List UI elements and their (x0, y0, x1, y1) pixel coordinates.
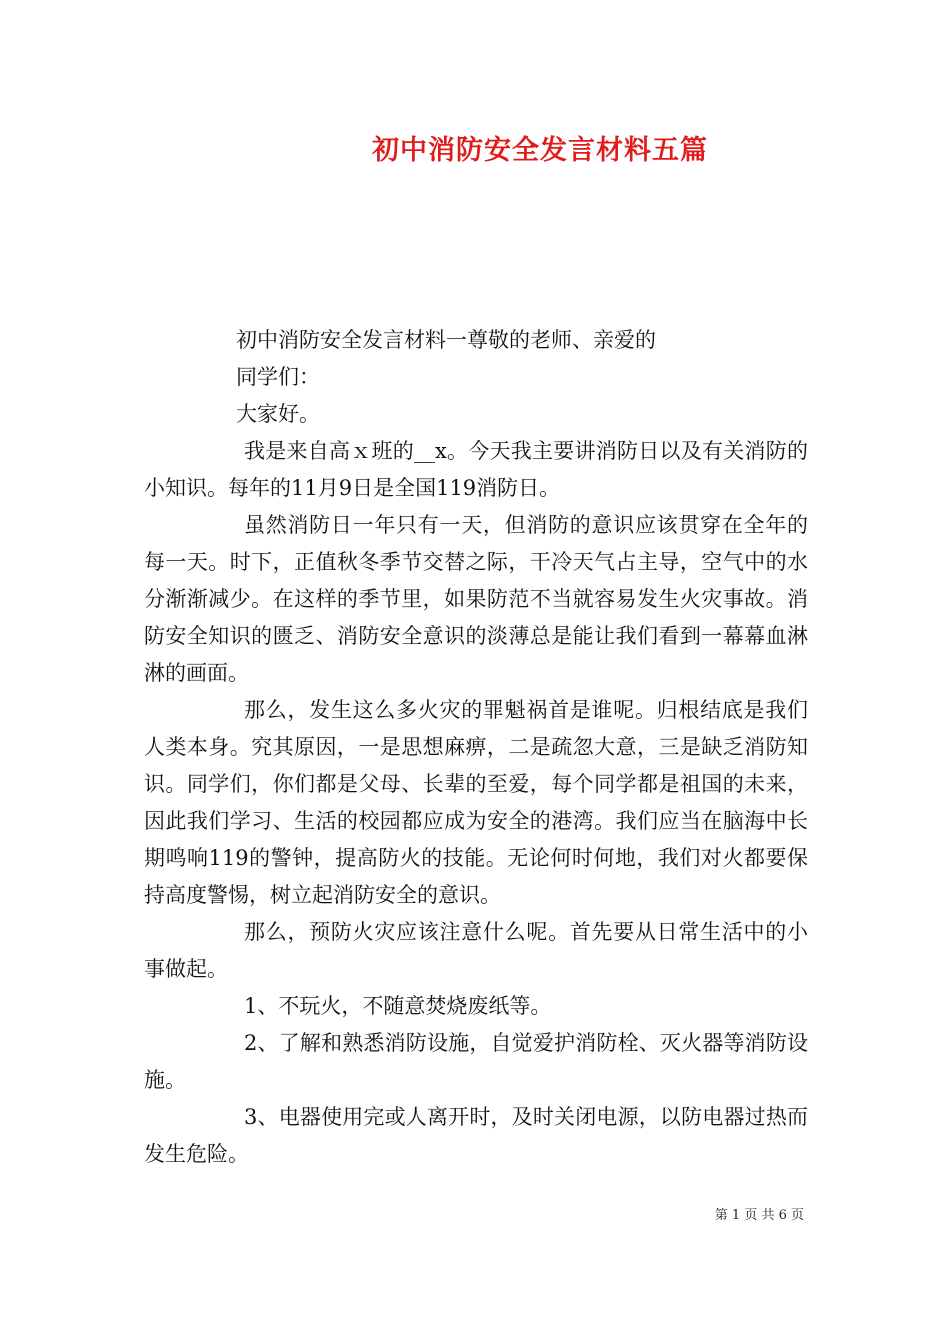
paragraph-opening: 初中消防安全发言材料一尊敬的老师、亲爱的 (236, 328, 656, 352)
paragraph-greeting: 大家好。 (236, 402, 320, 426)
paragraph-salutation: 同学们： (236, 365, 320, 389)
paragraph-awareness: 虽然消防日一年只有一天，但消防的意识应该贯穿在全年的每一天。时下，正值秋冬季节交替之际，干冷天气占主导，空气中的水分渐渐减少。在这样的季节里，如果防范不当就容易发生火灾事故。消防安全知识的匮乏、消防安全意识的淡薄总是能让我们看到一幕幕血淋淋的画面。 (144, 513, 808, 685)
list-item-1: 1、不玩火，不随意焚烧废纸等。 (244, 994, 552, 1018)
document-body (144, 322, 808, 1173)
list-item-2: 2、了解和熟悉消防设施，自觉爱护消防栓、灭火器等消防设施。 (144, 1031, 808, 1092)
page-footer: 第 1 页 共 6 页 (714, 1208, 804, 1223)
paragraph-causes: 那么，发生这么多火灾的罪魁祸首是谁呢。归根结底是我们人类本身。究其原因，一是思想麻痹，二是疏忽大意，三是缺乏消防知识。同学们，你们都是父母、长辈的至爱，每个同学都是祖国的未来，因此我们学习、生活的校园都应成为安全的港湾。我们应当在脑海中长期鸣响119的警钟，提高防火的技能。无论何时何地，我们对火都要保持高度警惕，树立起消防安全的意识。 (144, 698, 808, 907)
paragraph-prevention: 那么，预防火灾应该注意什么呢。首先要从日常生活中的小事做起。 (144, 920, 808, 981)
paragraph-introduction: 我是来自高ｘ班的__x。今天我主要讲消防日以及有关消防的小知识。每年的11月9日是全国119消防日。 (144, 439, 808, 500)
document-title: 初中消防安全发言材料五篇 (372, 135, 708, 166)
list-item-3: 3、电器使用完或人离开时，及时关闭电源，以防电器过热而发生危险。 (144, 1105, 808, 1166)
